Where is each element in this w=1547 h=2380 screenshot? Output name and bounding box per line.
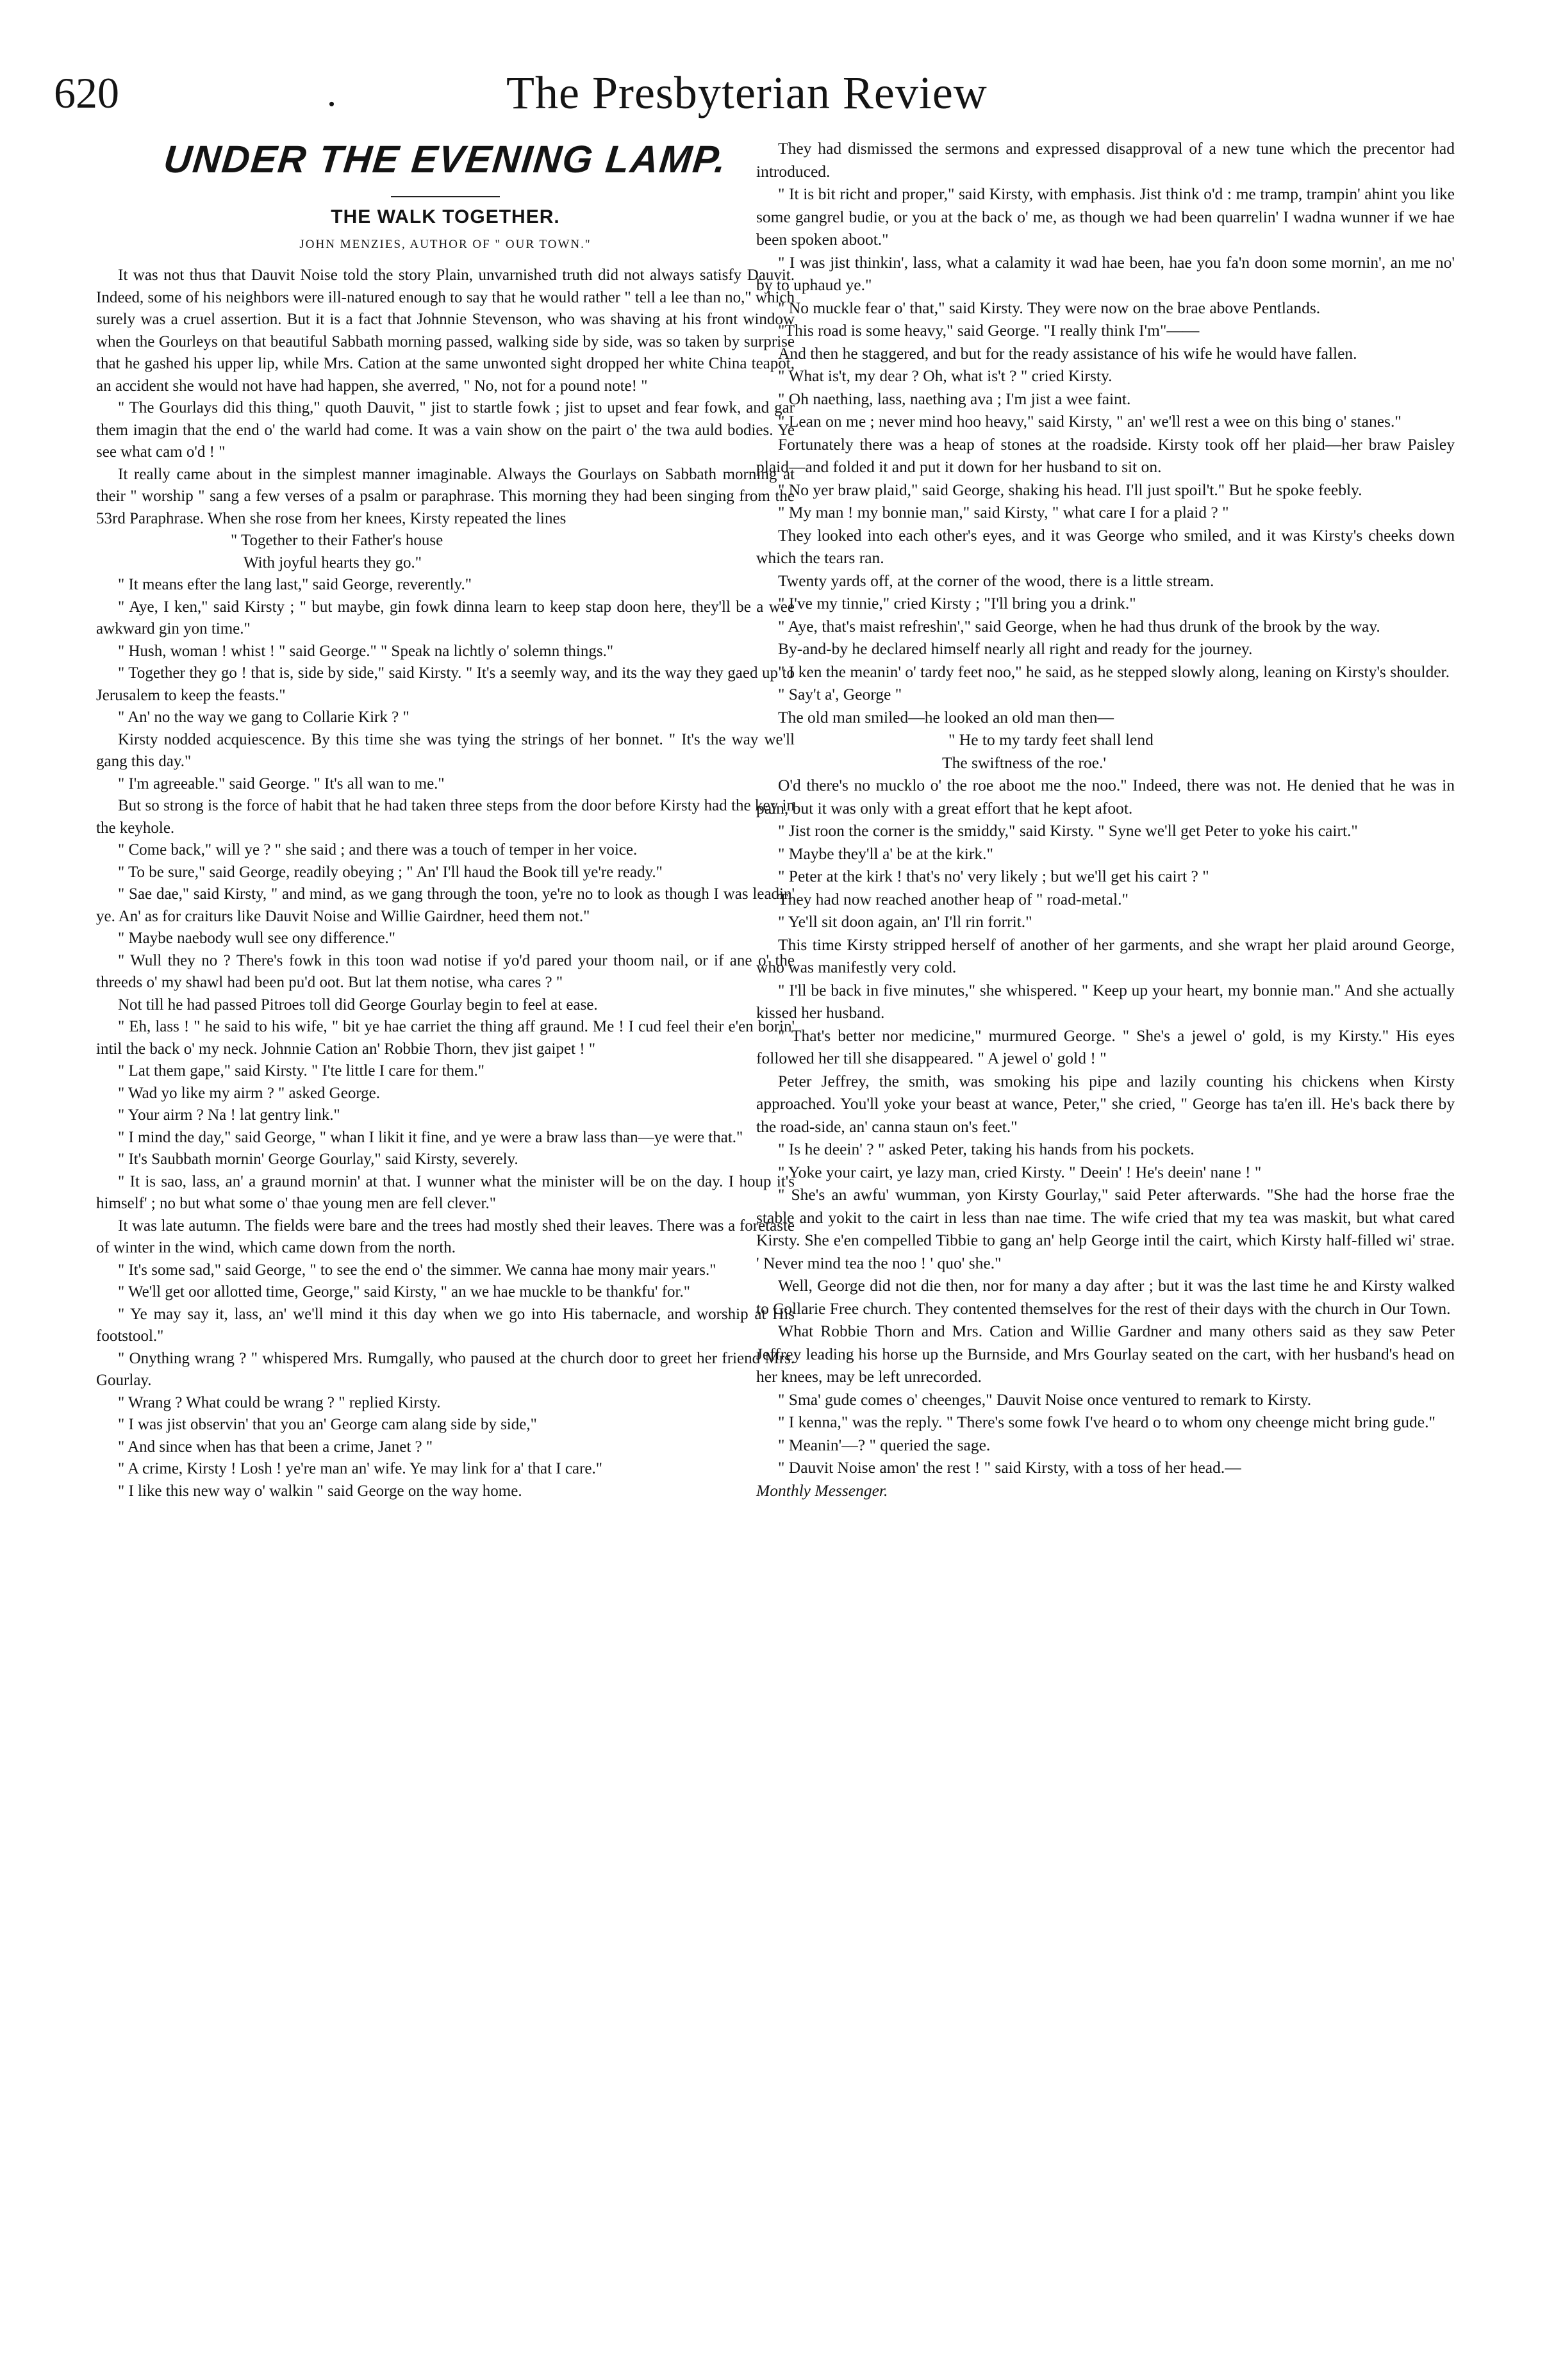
paragraph: " It is sao, lass, an' a graund mornin' at that. I wunner what the minister will be on the day. I houp it's himself' ; no but what some o' thae young men are fell clever." [96,1172,795,1212]
paragraph: " I was jist observin' that you an' George cam alang side by side," [118,1416,537,1433]
paragraph: " Maybe they'll a' be at the kirk." [778,844,993,863]
paragraph: " What is't, my dear ? Oh, what is't ? " cried Kirsty. [778,366,1113,385]
publication-title: The Presbyterian Review [506,67,988,119]
paragraph: Kirsty nodded acquiescence. By this time she was tying the strings of her bonnet. " It's the way we'll gang this day." [96,730,795,770]
paragraph: And then he staggered, and but for the ready assistance of his wife he would have fallen. [778,343,1357,363]
paragraph: " Aye, that's maist refreshin'," said George, when he had thus drunk of the brook by the way. [778,616,1380,636]
paragraph: " The Gourlays did this thing," quoth Dauvit, " jist to startle fowk ; jist to upset and fear fowk, and gar them imagin that the end o' the warld had come. It was a vain show on the pairt o' the twa auld bodies. Ye see what cam o'd ! " [96,399,795,461]
paragraph: Fortunately there was a heap of stones at the roadside. Kirsty took off her plaid—her braw Paisley plaid—and folded it and put it down for her husband to sit on. [756,434,1455,476]
paragraph: "This road is some heavy," said George. "I really think I'm"—— [778,321,1200,340]
right-column [756,137,1455,1502]
section-title: UNDER THE EVENING LAMP. [161,138,729,181]
header-dot: . [327,72,336,114]
paragraph: " Jist roon the corner is the smiddy," said Kirsty. " Syne we'll get Peter to yoke his cairt." [778,821,1358,840]
paragraph: " No muckle fear o' that," said Kirsty. They were now on the brae above Pentlands. [778,298,1321,317]
paragraph: " Is he deein' ? " asked Peter, taking his hands from his pockets. [778,1140,1195,1158]
paragraph: " Oh naething, lass, naething ava ; I'm jist a wee faint. [778,389,1131,408]
paragraph: The old man smiled—he looked an old man then— [778,707,1114,726]
paragraph: " Wad yo like my airm ? " asked George. [118,1084,381,1102]
paragraph: " That's better nor medicine," murmured George. " She's a jewel o' gold, is my Kirsty." His eyes followed her till she disappeared. " A jewel o' gold ! " [756,1026,1455,1067]
left-column [96,135,795,1502]
paragraph: Not till he had passed Pitroes toll did George Gourlay begin to feel at ease. [118,996,598,1014]
paragraph: " Wrang ? What could be wrang ? " replied Kirsty. [118,1393,441,1411]
verse-line: With joyful hearts they go." [244,554,422,571]
source-credit: Monthly Messenger. [756,1481,888,1500]
paragraph: " Meanin'—? " queried the sage. [778,1435,991,1454]
paragraph: " It's some sad," said George, " to see the end o' the simmer. We canna hae mony mair years." [118,1261,716,1279]
paragraph: " I've my tinnie," cried Kirsty ; "I'll bring you a drink." [778,594,1136,612]
paragraph: " A crime, Kirsty ! Losh ! ye're man an' wife. Ye may link for a' that I care." [118,1460,602,1477]
paragraph: " No yer braw plaid," said George, shaking his head. I'll just spoil't." But he spoke feebly. [778,480,1362,499]
paragraph: " Your airm ? Na ! lat gentry link." [118,1106,340,1124]
paragraph: " It's Saubbath mornin' George Gourlay," said Kirsty, severely. [118,1151,518,1168]
paragraph: It was not thus that Dauvit Noise told the story Plain, unvarnished truth did not always satisfy Dauvit. Indeed, some of his neighbors were ill-natured enough to say that he would rather " tell a lee than no," which surely was a cruel assertion. But it is a fact that Johnnie Stevenson, who was shaving at his front window when the Gourleys on that beautiful Sabbath morning passed, walking side by side, was so taken by surprise that he gashed his upper lip, while Mrs. Cation at the same unwonted sight dropped her white China teapot, an accident she would not have had happen, she averred, " No, not for a pound note! " [96,267,795,395]
paragraph: " To be sure," said George, readily obeying ; " An' I'll haud the Book till ye're ready." [118,863,663,881]
paragraph: " Onything wrang ? " whispered Mrs. Rumgally, who paused at the church door to greet her friend Mrs. Gourlay. [96,1349,795,1389]
paragraph: " It is bit richt and proper," said Kirsty, with emphasis. Jist think o'd : me tramp, trampin' ahint you like some gangrel budie, or you at the back o' me, as though we had been quarrelin' I wadna wunner if we hae been spoken aboot." [756,185,1455,249]
paragraph: " Lean on me ; never mind hoo heavy," said Kirsty, " an' we'll rest a wee on this bing o' stanes." [778,412,1402,431]
paragraph: It really came about in the simplest manner imaginable. Always the Gourlays on Sabbath morning at their " worship " sang a few verses of a psalm or paraphrase. This morning they had been singing from the 53rd Paraphrase. When she rose from her knees, Kirsty repeated the lines [96,465,795,527]
paragraph: " Dauvit Noise amon' the rest ! " said Kirsty, with a toss of her head.— [778,1458,1241,1477]
paragraph: Well, George did not die then, nor for many a day after ; but it was the last time he and Kirsty walked to Collarie Free church. They contented themselves for the rest of their days with the church in Our Town. [756,1276,1455,1318]
paragraph: " Say't a', George " [778,685,902,703]
paragraph: " I kenna," was the reply. " There's some fowk I've heard o to whom ony cheenge micht bring gude." [778,1413,1435,1431]
paragraph: " Lat them gape," said Kirsty. " I'te little I care for them." [118,1062,484,1079]
paragraph: " Come back," will ye ? " she said ; and there was a touch of temper in her voice. [118,841,638,858]
paragraph: " Sae dae," said Kirsty, " and mind, as we gang through the toon, ye're no to look as though I was leadin' ye. An' as for craiturs like Dauvit Noise and Willie Gairdner, heed them not." [96,885,795,925]
paragraph: " Maybe naebody wull see ony difference." [118,930,395,947]
title-rule [391,196,500,197]
paragraph: " Sma' gude comes o' cheenges," Dauvit Noise once ventured to remark to Kirsty. [778,1390,1312,1409]
paragraph: " I'll be back in five minutes," she whispered. " Keep up your heart, my bonnie man." And she actually kissed her husband. [756,980,1455,1022]
paragraph: " I like this new way o' walkin " said George on the way home. [118,1482,522,1500]
byline: JOHN MENZIES, AUTHOR OF " OUR TOWN." [299,237,592,251]
paragraph: They had now reached another heap of " road-metal." [778,889,1129,908]
paragraph: Peter Jeffrey, the smith, was smoking his pipe and lazily counting his chickens when Kirsty approached. You'll yoke your beast at wance, Peter," she cried, " George has ta'en ill. He's back there by the road-side, an' canna staun on's feet." [756,1071,1455,1136]
paragraph: O'd there's no mucklo o' the roe aboot me the noo." Indeed, there was not. He denied that he was in pain, but it was only with a great effort that he kept afoot. [756,776,1455,817]
paragraph: " I ken the meanin' o' tardy feet noo," he said, as he stepped slowly along, leaning on Kirsty's shoulder. [778,662,1450,681]
paragraph: " Hush, woman ! whist ! " said George." " Speak na lichtly o' solemn things." [118,642,614,660]
paragraph: " Ye'll sit doon again, an' I'll rin forrit." [778,912,1032,931]
paragraph: " We'll get oor allotted time, George," said Kirsty, " an we hae muckle to be thankfu' for." [118,1283,690,1301]
paragraph: " My man ! my bonnie man," said Kirsty, " what care I for a plaid ? " [778,503,1229,521]
paragraph: " And since when has that been a crime, Janet ? " [118,1438,433,1456]
paragraph: " Yoke your cairt, ye lazy man, cried Kirsty. " Deein' ! He's deein' nane ! " [778,1162,1262,1181]
paragraph: What Robbie Thorn and Mrs. Cation and Willie Gardner and many others said as they saw Peter Jeffrey leading his horse up the Burnside, and Mrs Gourlay seated on the cart, with her husband's head on her knees, may be left unrecorded. [756,1322,1455,1386]
paragraph: But so strong is the force of habit that he had taken three steps from the door before Kirsty had the key in the keyhole. [96,797,795,837]
page-header [0,64,1547,135]
paragraph: It was late autumn. The fields were bare and the trees had mostly shed their leaves. There was a foretaste of winter in the wind, which came down from the north. [96,1217,795,1256]
paragraph: " I was jist thinkin', lass, what a calamity it wad hae been, hae you fa'n doon some mornin', an me no' by to uphaud ye." [756,252,1455,294]
story-title: THE WALK TOGETHER. [331,206,560,227]
paragraph: " An' no the way we gang to Collarie Kirk ? " [118,709,410,726]
paragraph: " Wull they no ? There's fowk in this toon wad notise if yo'd pared your thoom nail, or if ane o' the threeds o' my shawl had been pu'd oot. But lat them notise, wha cares ? " [96,951,795,991]
paragraph: " Ye may say it, lass, an' we'll mind it this day when we go into His tabernacle, and worship at His footstool." [96,1305,795,1345]
paragraph: " It means efter the lang last," said George, reverently." [118,576,472,593]
paragraph: " Aye, I ken," said Kirsty ; " but maybe, gin fowk dinna learn to keep stap doon here, they'll be a wee awkward gin yon time." [96,598,795,637]
paragraph: " She's an awfu' wumman, yon Kirsty Gourlay," said Peter afterwards. "She had the horse frae the stable and yokit to the cairt in less than nae time. The wife cried that my tea was maskit, but what cared Kirsty. She e'en compelled Tibbie to gang an' help George intil the cairt, which Kirsty half-filled wi' strae. ' Never mind tea the noo ! ' quo' she." [756,1185,1455,1272]
verse-line: " He to my tardy feet shall lend [948,730,1154,749]
verse-line: " Together to their Father's house [231,532,443,549]
paragraph: This time Kirsty stripped herself of another of her garments, and she wrapt her plaid around George, who was manifestly very cold. [756,935,1455,976]
paragraph: By-and-by he declared himself nearly all right and ready for the journey. [778,639,1253,658]
paragraph: " I'm agreeable." said George. " It's all wan to me." [118,775,445,792]
paragraph: " I mind the day," said George, " whan I likit it fine, and ye were a braw lass than—ye were that." [118,1128,743,1146]
paragraph: They had dismissed the sermons and expressed disapproval of a new tune which the precentor had introduced. [756,139,1455,181]
paragraph: " Eh, lass ! " he said to his wife, " bit ye hae carriet the thing aff graund. Me ! I cud feel their e'en borin' intil the back o' my neck. Johnnie Cation an' Robbie Thorn, thev jist gaipet ! " [96,1018,795,1058]
paragraph: They looked into each other's eyes, and it was George who smiled, and it was Kirsty's cheeks down which the tears ran. [756,525,1455,567]
verse-line: The swiftness of the roe.' [942,753,1106,772]
paragraph: " Peter at the kirk ! that's no' very likely ; but we'll get his cairt ? " [778,867,1209,885]
paragraph: " Together they go ! that is, side by side," said Kirsty. " It's a seemly way, and its the way they gaed up to Jerusalem to keep the feasts." [96,664,795,704]
page-number: 620 [54,69,119,117]
paragraph: Twenty yards off, at the corner of the wood, there is a little stream. [778,571,1214,590]
